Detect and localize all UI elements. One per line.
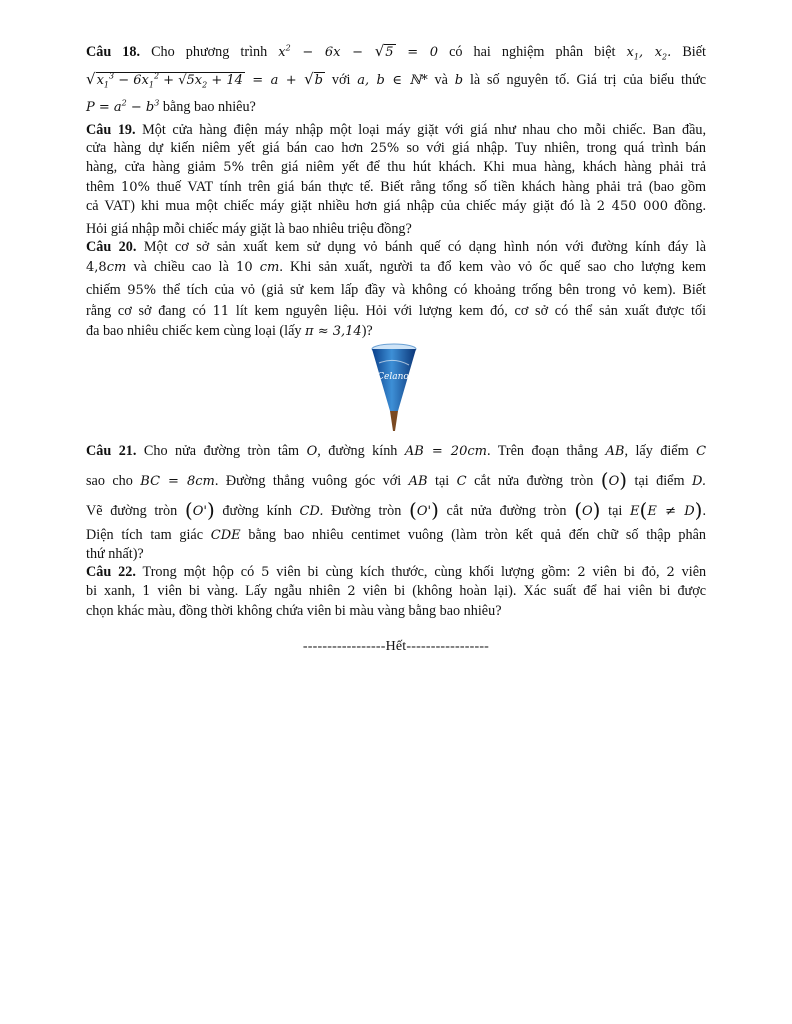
ice-cream-figure bbox=[86, 343, 706, 435]
exam-page bbox=[86, 38, 706, 656]
q19-label: Câu 19. bbox=[86, 122, 136, 138]
question-21: Câu 21. Cho nửa đường tròn tâm O, đường kính AB = 20cm. Trên đoạn thẳng AB, lấy điểm C sao cho BC = 8cm. Đường thẳng vuông góc với AB tại C cắt nửa đường tròn (O) tại điểm D. Vẽ đường tròn (O') đường kính CD. Đường tròn (O') cắt nửa đường tròn (O) tại E(E ≠ D). Diện tích tam giác CDE bằng bao nhiêu centimet vuông (làm tròn kết quả đến chữ số thập phân thứ nhất)? bbox=[86, 442, 707, 563]
q19-amount: 2 450 000 bbox=[596, 198, 668, 214]
q18-line-3: $P = a^2 - b^3$ bằng bao nhiêu? bbox=[86, 98, 256, 115]
question-22: Câu 22. Trong một hộp có 5 viên bi cùng kích thước, cùng khối lượng gồm: 2 viên bi đỏ, 2 viên bi xanh, 1 viên bi vàng. Lấy ngẫu nhiên 2 viên bi (không hoàn lại). Xác suất để hai viên bi được chọn khác màu, đồng thời không chứa viên bi màu vàng bằng bao nhiêu? bbox=[86, 564, 707, 619]
cone-logo: Celano bbox=[377, 371, 409, 382]
q18-label: Câu 18. bbox=[86, 44, 141, 60]
q18-expression-P: $P = a^2 - b^3$ bbox=[86, 98, 160, 115]
question-18 bbox=[86, 38, 706, 121]
q22-label: Câu 22. bbox=[86, 564, 136, 581]
question-20: Câu 20. Một cơ sở sản xuất kem sử dụng vỏ bánh quế có dạng hình nón với đường kính đáy là 4,8cm và chiều cao là 10 cm. Khi sản xuất, người ta đổ kem vào vỏ ốc quế sao cho lượng kem chiếm 95% thể tích của vỏ (giả sử kem lấp đầy và không có khoảng trống bên trong vỏ kem). Biết rằng cơ sở đang có 11 lít kem nguyên liệu. Hỏi với lượng kem đó, cơ sở có thể sản xuất được tối đa bao nhiêu chiếc kem cùng loại (lấy π ≈ 3,14)? Celano bbox=[86, 238, 706, 435]
ice-cream-cone-icon bbox=[369, 343, 419, 435]
q20-label: Câu 20. bbox=[86, 239, 137, 256]
q18-roots: $x_1$, $x_2$. bbox=[626, 45, 672, 62]
question-19: Câu 19. Một cửa hàng điện máy nhập một loại máy giặt với giá như nhau cho mỗi chiếc. Ban đầu, cửa hàng dự kiến niêm yết giá bán cao hơn 25% so với giá nhập. Tuy nhiên, trong quá trình bán hàng, cửa hàng giảm 5% trên giá niêm yết để thu hút khách. Khi mua hàng, khách hàng phải trả thêm 10% thuế VAT tính trên giá bán thực tế. Biết rằng tổng số tiền khách hàng phải trả (bao gồm cả VAT) khi mua một chiếc máy giặt nhiều hơn giá nhập của chiếc máy giặt đó là 2 450 000 đồng. Hỏi giá nhập mỗi chiếc máy giặt là bao nhiêu triệu đồng? bbox=[86, 122, 707, 238]
q21-label: Câu 21. bbox=[86, 442, 137, 459]
end-marker: -----------------Hết----------------- bbox=[302, 638, 490, 654]
q18-equation: $x^2 - 6x - √5 = 0$ bbox=[278, 42, 438, 60]
q18-line-1: Câu 18. Cho phương trình $x^2 - 6x - √5 = 0$ có hai nghiệm phân biệt $x_1$, $x_2$. Biết bbox=[86, 42, 706, 62]
q18-radical-expression: $√x_1^3 - 6x_1^2 + √5x_2 + 14 = a + √b$ bbox=[86, 70, 323, 90]
q18-line-2: $√x_1^3 - 6x_1^2 + √5x_2 + 14 = a + √b$ với a, b ∈ ℕ* và b là số nguyên tố. Giá trị của biểu thức bbox=[86, 70, 707, 90]
q18-domain: a, b ∈ ℕ* bbox=[357, 73, 428, 88]
